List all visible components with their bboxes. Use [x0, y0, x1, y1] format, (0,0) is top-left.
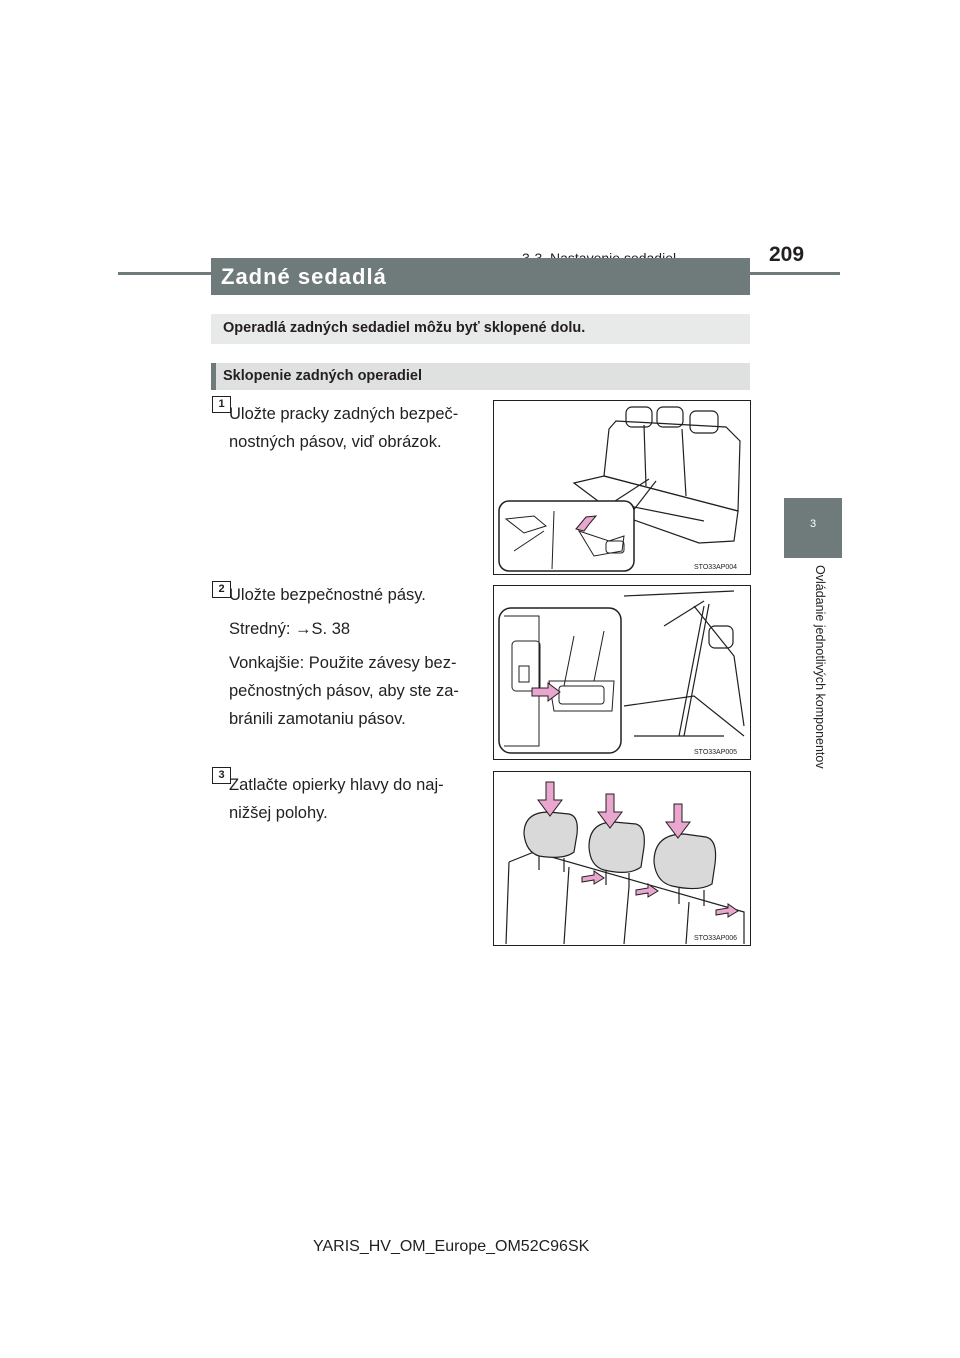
- intro-text: Operadlá zadných sedadiel môžu byť sklopené dolu.: [223, 320, 586, 336]
- chapter-title: Ovládanie jednotlivých komponentov: [813, 565, 827, 769]
- page-title: Zadné sedadlá: [221, 264, 387, 289]
- step-number-3: 3: [212, 767, 231, 784]
- chapter-number: 3: [809, 518, 817, 530]
- figure-code-2: STO33AP005: [694, 749, 738, 756]
- document-footer: YARIS_HV_OM_Europe_OM52C96SK: [313, 1238, 590, 1255]
- seat-buckles-illustration: [494, 401, 750, 574]
- step-1-text: [229, 400, 465, 456]
- step-2-text: [229, 581, 465, 733]
- step-2-outer-line-1: Vonkajšie: Použite závesy bez-: [229, 654, 457, 672]
- step-1-line-2: nostných pásov, viď obrázok.: [229, 433, 442, 451]
- step-3-line-1: Zatlačte opierky hlavy do naj-: [229, 776, 444, 794]
- step-number-1: 1: [212, 396, 231, 413]
- step-2-line-1: Uložte bezpečnostné pásy.: [229, 586, 426, 604]
- figure-seat-buckles: [493, 400, 751, 575]
- headrests-illustration: [494, 772, 750, 945]
- page-number: 209: [769, 243, 805, 266]
- step-2-center-note: Stredný: →S. 38: [229, 620, 351, 638]
- figure-belt-hanger: [493, 585, 751, 760]
- step-3-line-2: nižšej polohy.: [229, 804, 328, 822]
- figure-code-3: STO33AP006: [694, 935, 738, 942]
- step-3-text: [229, 771, 465, 827]
- subheading: Sklopenie zadných operadiel: [223, 368, 423, 384]
- step-2-outer-line-3: bránili zamotaniu pásov.: [229, 710, 406, 728]
- belt-hanger-illustration: [494, 586, 750, 759]
- step-2-outer-line-2: pečnostných pásov, aby ste za-: [229, 682, 459, 700]
- step-1-line-1: Uložte pracky zadných bezpeč-: [229, 405, 459, 423]
- step-number-2: 2: [212, 581, 231, 598]
- figure-code-1: STO33AP004: [694, 564, 738, 571]
- figure-headrests: [493, 771, 751, 946]
